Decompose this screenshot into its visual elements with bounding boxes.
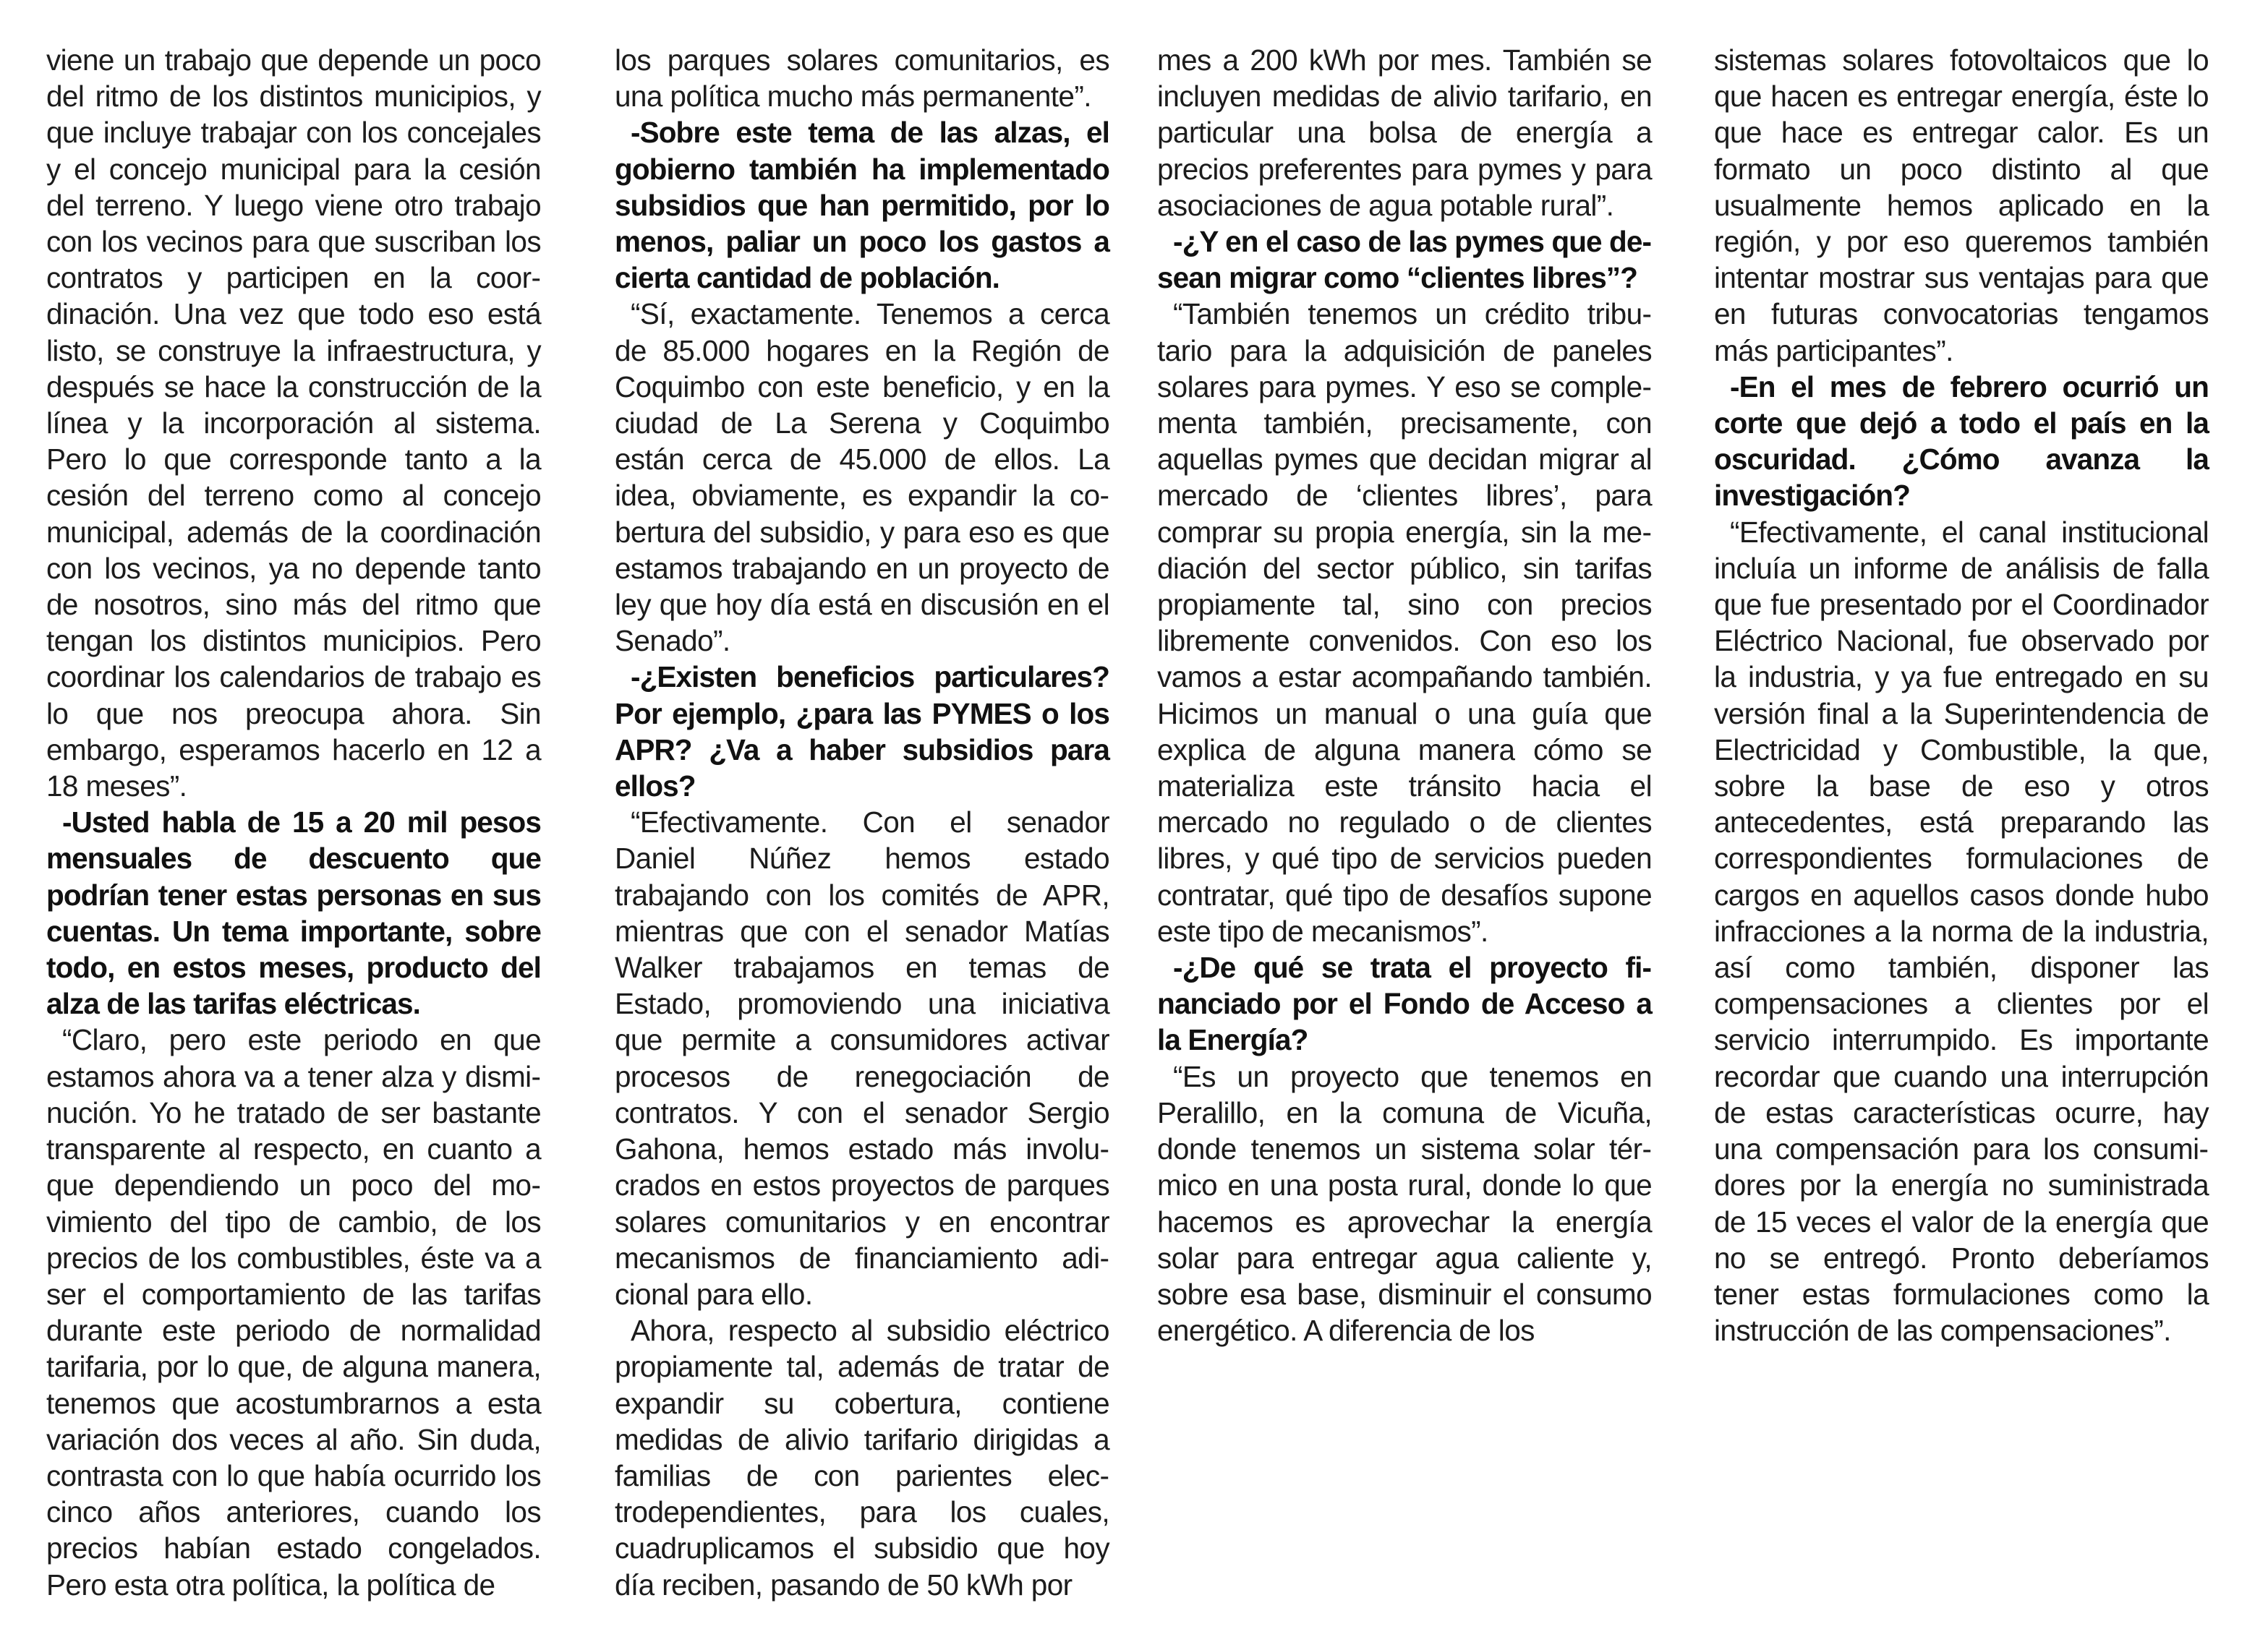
interview-question: -Sobre este tema de las alzas, el gobierno también ha implementado subsidios que han permitido, por lo menos, paliar un poco los gastos a cierta cantidad de población. <box>615 116 1109 295</box>
body-paragraph: sistemas solares fotovoltaicos que lo que hacen es entregar energía, éste lo que hace es entregar calor. Es un formato un poco distinto al que usualmente hemos aplicado en la región, y por eso queremos también intentar mostrar sus ventajas para que en futuras convocatorias tengamos más participantes”. <box>1714 43 2209 367</box>
interview-question: -¿Existen beneficios particulares? Por ejemplo, ¿para las PYMES o los APR? ¿Va a haber subsidios para ellos? <box>615 660 1109 803</box>
body-paragraph: “Es un proyecto que tenemos en Peralillo, en la comuna de Vicuña, donde tenemos un sistema solar térmico en una posta rural, donde lo que hacemos es aprovechar la energía solar para entregar agua caliente y, sobre esa base, disminuir el consumo energético. A diferencia de los <box>1157 1059 1652 1348</box>
body-paragraph: Ahora, respecto al subsidio eléctrico propiamente tal, además de tratar de expandir su cobertura, contiene medidas de alivio tarifario dirigidas a familias de con parientes electrodependientes, para los cuales, cuadruplicamos el subsidio que hoy día reciben, pasando de 50 kWh por <box>615 1314 1109 1602</box>
body-paragraph: mes a 200 kWh por mes. También se incluyen medidas de alivio tarifario, en particular una bolsa de energía a precios preferentes para pymes y para asociaciones de agua potable rural”. <box>1157 43 1652 222</box>
body-paragraph: viene un trabajo que depende un poco del ritmo de los distintos municipios, y que incluye trabajar con los concejales y el concejo municipal para la cesión del terreno. Y luego viene otro trabajo con los vecinos para que suscriban los contratos y participen en la coordinación. Una vez que todo eso está listo, se construye la infraestructura, y después se hace la construcción de la línea y la incorporación al sistema. Pero lo que corresponde tanto a la cesión del terreno como al concejo municipal, además de la coordinación con los vecinos, ya no depende tanto de nosotros, sino más del ritmo que tengan los distintos municipios. Pero coordinar los calendarios de trabajo es lo que nos preocupa ahora. Sin embargo, esperamos hacerlo en 12 a 18 meses”. <box>46 43 541 803</box>
body-paragraph: “También tenemos un crédito tributario para la adquisición de paneles solares para pymes. Y eso se complementa también, precisamente, con aquellas pymes que decidan migrar al mercado de ‘clientes libres’, para comprar su propia energía, sin la mediación del sector público, sin tarifas propiamente tal, sino con precios libremente convenidos. Con eso los vamos a estar acompañando también. Hicimos un manual o una guía que explica de alguna manera cómo se materializa este tránsito hacia el mercado no regulado o de clientes libres, y qué tipo de servicios pueden contratar, qué tipo de desafíos supone este tipo de mecanismos”. <box>1157 297 1652 948</box>
body-paragraph: “Claro, pero este periodo en que estamos ahora va a tener alza y disminución. Yo he tratado de ser bastante transparente al respecto, en cuanto a que dependiendo un poco del movimiento del tipo de cambio, de los precios de los combustibles, éste va a ser el comportamiento de las tarifas durante este periodo de normalidad tarifaria, por lo que, de alguna manera, tenemos que acostumbrarnos a esta variación dos veces al año. Sin duda, contrasta con lo que había ocurrido los cinco años anteriores, cuando los precios habían estado congelados. Pero esta otra política, la política de <box>46 1023 541 1602</box>
interview-question: -¿Y en el caso de las pymes que desean migrar como “clientes libres”? <box>1157 225 1652 295</box>
interview-question: -En el mes de febrero ocurrió un corte que dejó a todo el país en la oscuridad. ¿Cómo avanza la investigación? <box>1714 369 2209 513</box>
body-paragraph: “Sí, exactamente. Tenemos a cerca de 85.000 hogares en la Región de Coquimbo con este beneficio, y en la ciudad de La Serena y Coquimbo están cerca de 45.000 de ellos. La idea, obviamente, es expandir la cobertura del subsidio, y para eso es que estamos trabajando en un proyecto de ley que hoy día está en discusión en el Senado”. <box>615 297 1109 658</box>
body-paragraph: “Efectivamente. Con el senador Daniel Núñez hemos estado trabajando con los comités de APR, mientras que con el senador Matías Walker trabajamos en temas de Estado, promoviendo una iniciativa que permite a consumidores activar procesos de renegociación de contratos. Y con el senador Sergio Gahona, hemos estado más involucrados en estos proyectos de parques solares comunitarios y en encontrar mecanismos de financiamiento adicional para ello. <box>615 805 1109 1311</box>
article-column-1 <box>46 42 541 1603</box>
article-column-4 <box>1714 42 2209 1348</box>
body-paragraph: “Efectivamente, el canal institucional incluía un informe de análisis de falla que fue presentado por el Coordinador Eléctrico Nacional, fue observado por la industria, y ya fue entregado en su versión final a la Superintendencia de Electricidad y Combustible, la que, sobre la base de eso y otros antecedentes, está preparando las correspondientes formulaciones de cargos en aquellos casos donde hubo infracciones a la norma de la industria, así como también, disponer las compensaciones a clientes por el servicio interrumpido. Es importante recordar que cuando una interrupción de estas características ocurre, hay una compensación para los consumidores por la energía no suministrada de 15 veces el valor de la energía que no se entregó. Pronto deberíamos tener estas formulaciones como la instrucción de las compensaciones”. <box>1714 515 2209 1348</box>
body-paragraph: los parques solares comunitarios, es una política mucho más permanente”. <box>615 43 1109 114</box>
article-column-2 <box>615 42 1109 1603</box>
interview-question: -¿De qué se trata el proyecto financiado por el Fondo de Acceso a la Energía? <box>1157 951 1652 1057</box>
interview-question: -Usted habla de 15 a 20 mil pesos mensuales de descuento que podrían tener estas personas en sus cuentas. Un tema importante, sobre todo, en estos meses, producto del alza de las tarifas eléctricas. <box>46 805 541 1021</box>
article-column-3 <box>1157 42 1652 1348</box>
